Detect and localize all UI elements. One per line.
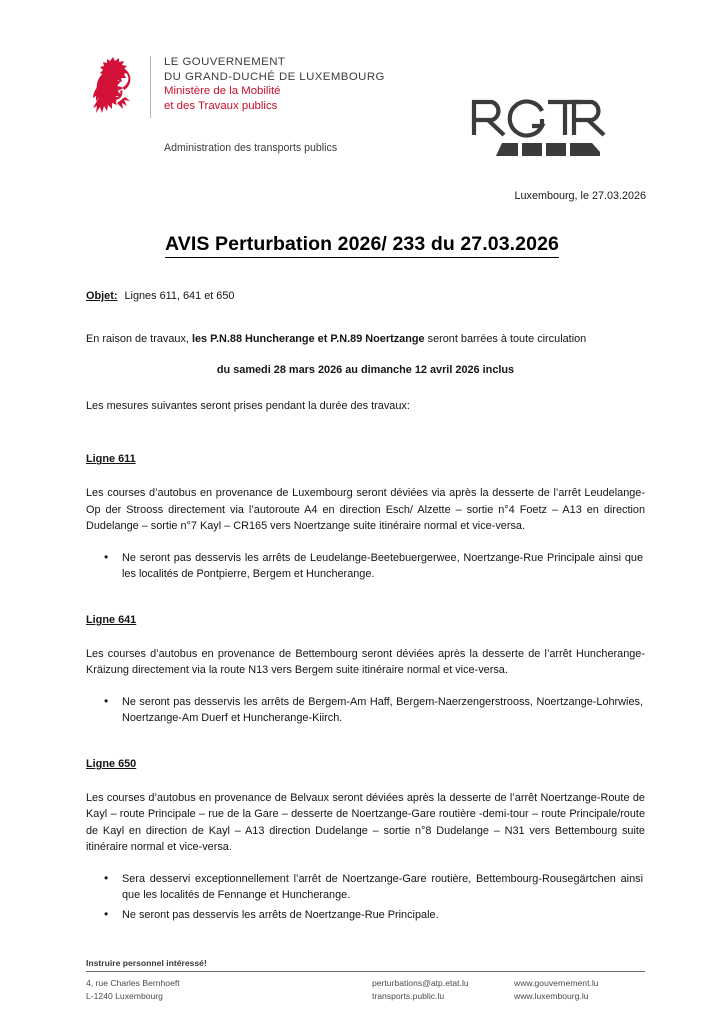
intro-paragraph [86, 331, 645, 348]
footer-email[interactable]: perturbations@atp.etat.lu [372, 978, 469, 988]
objet-value: Lignes 611, 641 et 650 [124, 290, 235, 302]
measures-line: Les mesures suivantes seront prises pendant la durée des travaux: [86, 399, 410, 412]
section-bullets-641 [86, 694, 645, 727]
objet-row [86, 288, 645, 305]
footer-address-line-1: 4, rue Charles Bernhoeft [86, 978, 180, 988]
footer-address-line-2: L-1240 Luxembourg [86, 990, 163, 1001]
page-title-text: AVIS Perturbation 2026/ 233 du 27.03.2026 [165, 233, 559, 258]
footer-divider [86, 971, 645, 972]
footer-transport-site[interactable]: transports.public.lu [372, 990, 445, 1001]
rgtr-bus-logo-icon [466, 95, 611, 157]
objet-label: Objet: [86, 290, 118, 302]
ministry-line-1: Ministère de la Mobilité [164, 85, 281, 97]
header-divider [150, 56, 151, 118]
intro-bold: les P.N.88 Huncherange et P.N.89 Noertzange [191, 332, 425, 345]
ministry-line-2: et des Travaux publics [164, 99, 278, 112]
footer-contact [372, 977, 469, 1002]
footer-link-luxembourg[interactable]: www.luxembourg.lu [514, 990, 589, 1001]
intro-part-1: En raison de travaux, [86, 332, 192, 345]
luxembourg-red-lion-crest-icon [86, 55, 138, 117]
page-title [0, 233, 724, 256]
list-item: • Ne seront pas desservis les arrêts de Bergem-Am Haff, Bergem-Naerzengerstrooss, Noertzange-Lohrwies, Noertzange-Am Duerf et Huncherange-Kiirch. [122, 694, 645, 727]
section-heading-611: Ligne 611 [86, 453, 136, 466]
section-heading-641: Ligne 641 [86, 613, 137, 626]
section-heading-650: Ligne 650 [86, 757, 137, 770]
administration-line: Administration des transports publics [164, 142, 338, 154]
section-paragraph-650: Les courses d’autobus en provenance de Belvaux seront déviées après la desserte de l’arrêt Noertzange-Route de Kayl – route Principale – rue de la Gare – desserte de Noertzange-Gare routière -demi-tour – route Principale/route de Kayl en direction de Kayl – A13 direction Dudelange – sortie n°8 Dudelange – N31 vers Bettembourg suite itinéraire normal et vice-versa. [86, 791, 645, 854]
intro-part-2: seront barrées à toute circulation [424, 332, 587, 345]
list-item: • Ne seront pas desservis les arrêts de Leudelange-Beetebuergerwee, Noertzange-Rue Principale ainsi que les localités de Pontpierre, Bergem et Huncherange. [122, 550, 645, 583]
section-bullets-611 [86, 550, 645, 583]
section-bullets-650 [86, 871, 645, 924]
section-paragraph-611: Les courses d’autobus en provenance de Luxembourg seront déviées via après la desserte de l’arrêt Leudelange-Op der Strooss directement via l’autoroute A4 en direction Esch/ Alzette – sortie n°4 Foetz – A13 en direction Dudelange – sortie n°7 Kayl – CR165 vers Noertzange suite itinéraire normal et vice-versa. [86, 486, 645, 533]
document-body [86, 288, 645, 927]
dateline: Luxembourg, le 27.03.2026 [514, 190, 646, 202]
footer-link-gouvernement[interactable]: www.gouvernement.lu [514, 978, 599, 988]
document-footer [86, 958, 645, 1005]
footer-links [514, 977, 599, 1002]
footer-note: Instruire personnel intéressé! [86, 958, 207, 968]
section-paragraph-641: Les courses d’autobus en provenance de Bettembourg seront déviées après la desserte de l’arrêt Huncherange-Kräizung directement via la route N13 vers Bergem suite itinéraire normal et vice-versa. [86, 647, 645, 677]
footer-columns [86, 977, 645, 1005]
gov-line-1: LE GOUVERNEMENT [164, 56, 286, 68]
footer-address [86, 977, 180, 1002]
list-item: • Sera desservi exceptionnellement l’arrêt de Noertzange-Gare routière, Bettembourg-Rousegärtchen ainsi que les localités de Fennange et Huncherange. [122, 871, 645, 904]
gov-line-2: DU GRAND-DUCHÉ DE LUXEMBOURG [164, 70, 385, 83]
list-item: • Ne seront pas desservis les arrêts de Noertzange-Rue Principale. [122, 907, 645, 924]
closure-period: du samedi 28 mars 2026 au dimanche 12 avril 2026 inclus [216, 364, 515, 377]
